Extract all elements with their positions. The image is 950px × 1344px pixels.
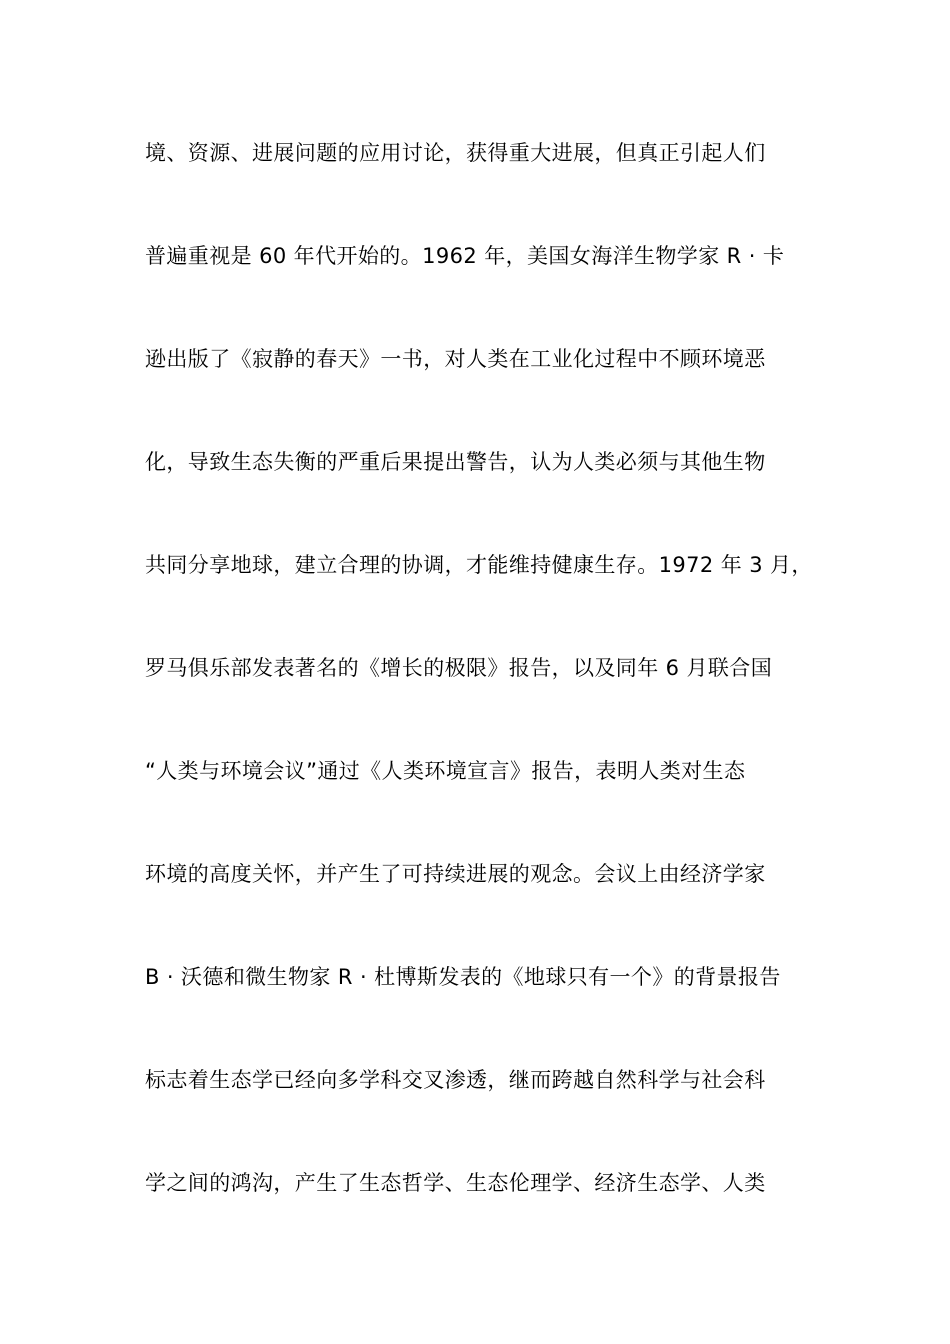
text-line: 环境的高度关怀，并产生了可持续进展的观念。会议上由经济学家 [145, 862, 766, 886]
text-line: 标志着生态学已经向多学科交叉渗透，继而跨越自然科学与社会科 [145, 1068, 766, 1092]
text-line: “人类与环境会议”通过《人类环境宣言》报告，表明人类对生态 [145, 759, 746, 783]
text-line: 学之间的鸿沟，产生了生态哲学、生态伦理学、经济生态学、人类 [145, 1171, 766, 1195]
body-text [145, 136, 825, 1269]
text-line: 共同分享地球，建立合理的协调，才能维持健康生存。1972 年 3 月， [145, 553, 813, 577]
text-line: 境、资源、进展问题的应用讨论，获得重大进展，但真正引起人们 [145, 141, 766, 165]
text-line: 化，导致生态失衡的严重后果提出警告，认为人类必须与其他生物 [145, 450, 766, 474]
text-line: B · 沃德和微生物家 R · 杜博斯发表的《地球只有一个》的背景报告 [145, 965, 781, 989]
text-line: 普遍重视是 60 年代开始的。1962 年，美国女海洋生物学家 R · 卡 [145, 244, 785, 268]
text-line: 逊出版了《寂静的春天》一书，对人类在工业化过程中不顾环境恶 [145, 347, 766, 371]
text-line: 罗马俱乐部发表著名的《增长的极限》报告，以及同年 6 月联合国 [145, 656, 773, 680]
